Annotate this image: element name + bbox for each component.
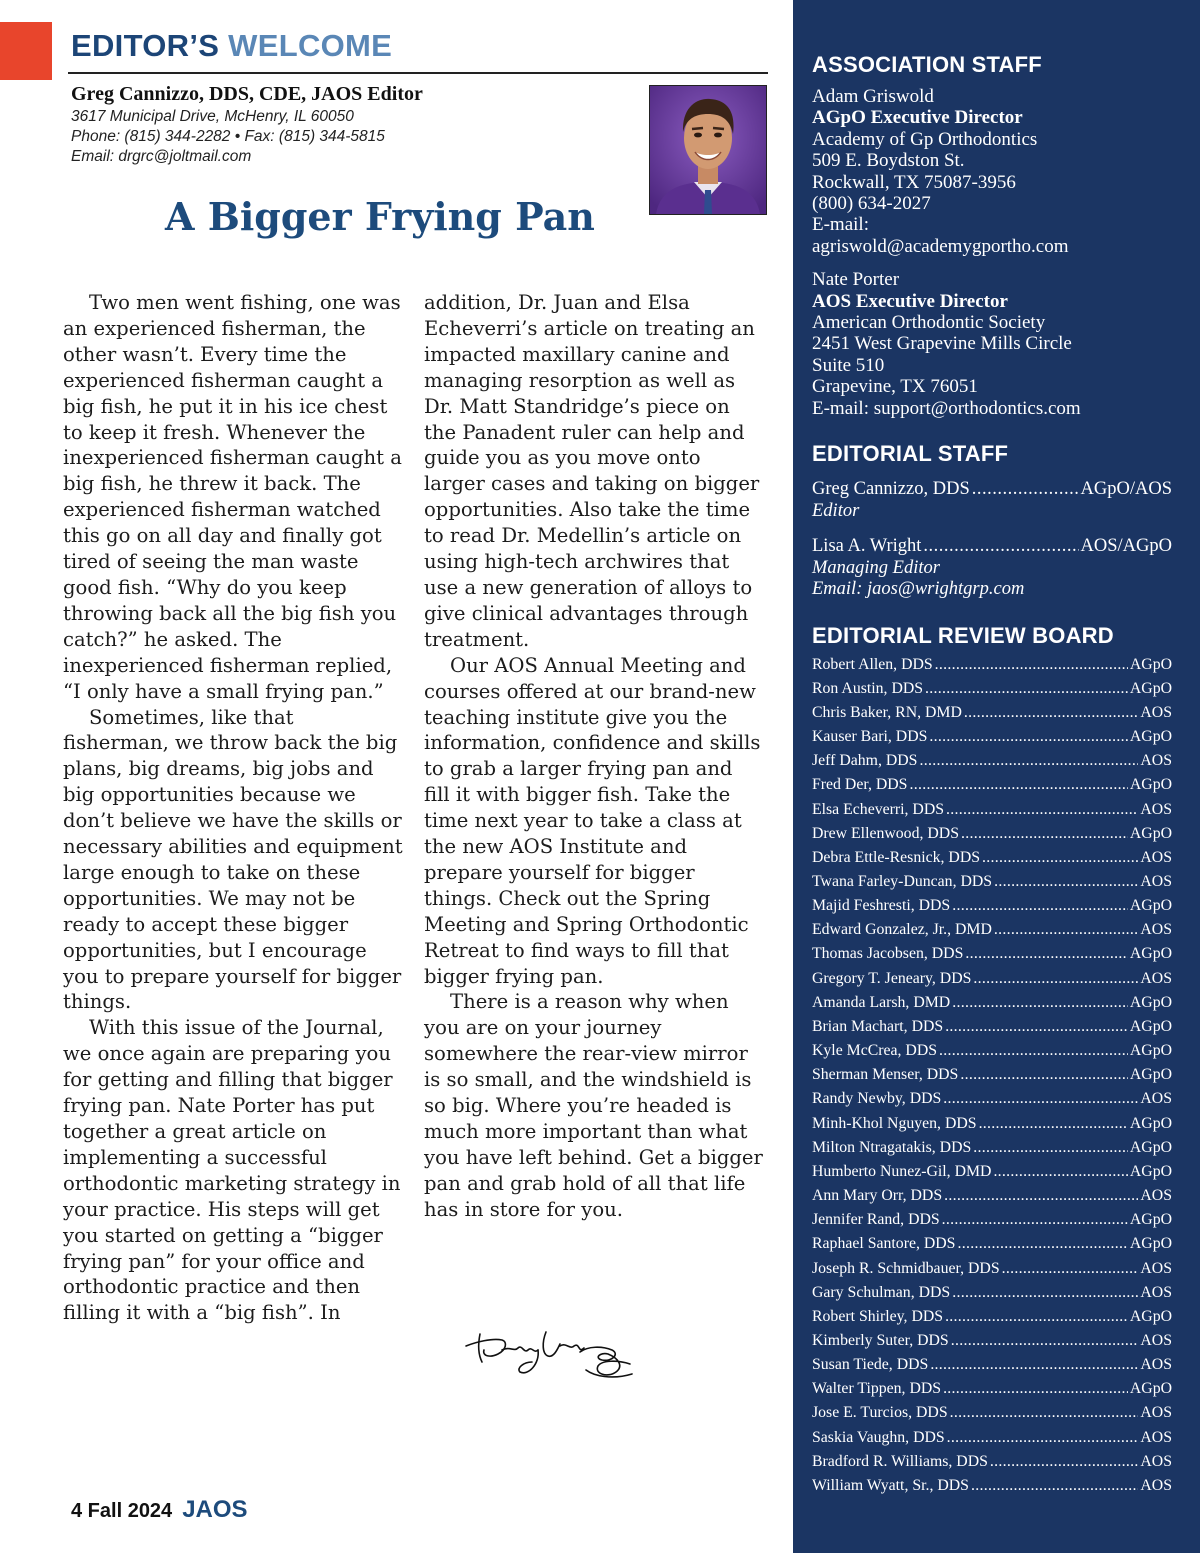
board-member-org: AOS xyxy=(1140,1259,1172,1277)
board-member-org: AGpO xyxy=(1129,1307,1172,1325)
dot-leader xyxy=(950,1401,1139,1425)
board-member-name: Robert Shirley, DDS xyxy=(812,1307,944,1325)
board-member-row xyxy=(812,653,1172,677)
dot-leader xyxy=(909,773,1127,797)
board-member-name: Susan Tiede, DDS xyxy=(812,1356,929,1374)
board-member-name: Drew Ellenwood, DDS xyxy=(812,824,959,842)
board-member-name: Sherman Menser, DDS xyxy=(812,1066,959,1084)
paragraph: Our AOS Annual Meeting and courses offered at our brand-new teaching institute give you the information, confidence and skills to grab a larger frying pan and fill it with bigger fish. Take the time next year to take a class at the new AOS Institute and prepare yourself for bigger things. Check out the Spring Meeting and Spring Orthodontic Retreat to find ways to fill that bigger frying pan. xyxy=(424,653,761,988)
board-member-name: Brian Machart, DDS xyxy=(812,1017,944,1035)
dot-leader xyxy=(957,1232,1127,1256)
board-member-name: Kauser Bari, DDS xyxy=(812,728,928,746)
dot-leader xyxy=(951,1329,1139,1353)
board-member-row xyxy=(812,846,1172,870)
dot-leader xyxy=(945,1015,1128,1039)
contact-email: E-mail: support@orthodontics.com xyxy=(812,397,1081,419)
contact-name: Nate Porter xyxy=(812,269,900,291)
dot-leader xyxy=(919,749,1138,773)
board-member-org: AOS xyxy=(1140,1356,1172,1374)
contact-line: (800) 634-2027 xyxy=(812,193,931,215)
board-member-org: AGpO xyxy=(1129,1042,1172,1060)
board-member-name: Edward Gonzalez, Jr., DMD xyxy=(812,921,992,939)
board-member-row xyxy=(812,918,1172,942)
board-member-row xyxy=(812,1377,1172,1401)
contact-block xyxy=(812,269,1172,419)
board-member-name: Elsa Echeverri, DDS xyxy=(812,800,945,818)
board-member-org: AGpO xyxy=(1129,945,1172,963)
board-member-row xyxy=(812,749,1172,773)
heading-rule xyxy=(68,72,768,74)
board-member-row xyxy=(812,725,1172,749)
board-member-row xyxy=(812,1329,1172,1353)
contact-title: AGpO Executive Director xyxy=(812,107,1023,129)
board-member-name: Chris Baker, RN, DMD xyxy=(812,703,962,721)
board-member-org: AOS xyxy=(1140,1283,1172,1301)
contact-title: AOS Executive Director xyxy=(812,290,1008,312)
board-member-row xyxy=(812,1401,1172,1425)
editorial-staff-entry xyxy=(812,536,1172,601)
paragraph: Two men went fishing, one was an experienced fisherman, the other wasn’t. Every time the experienced fisherman caught a big fish, he put it in his ice chest to keep it fresh. Whenever the inexperienced fisherman caught a big fish, he threw it back. The experienced fisherman watched this go on all day and finally got tired of seeing the man waste good fish. “Why do you keep throwing back all the big fish you catch?” he asked. The inexperienced fisherman replied, “I only have a small frying pan.” xyxy=(63,291,402,703)
board-member-name: Jennifer Rand, DDS xyxy=(812,1211,940,1229)
board-member-row xyxy=(812,677,1172,701)
dot-leader xyxy=(961,822,1128,846)
board-member-name: Jeff Dahm, DDS xyxy=(812,752,918,770)
board-member-org: AGpO xyxy=(1129,776,1172,794)
board-member-name: Joseph R. Schmidbauer, DDS xyxy=(812,1259,1000,1277)
paragraph: addition, Dr. Juan and Elsa Echeverri’s article on treating an impacted maxillary canine and managing resorption as well as Dr. Matt Standridge’s piece on the Panadent ruler can help and guide you as you move onto larger cases and taking on bigger opportunities. Also take the time to read Dr. Medellin’s article on using high-tech archwires that use a new generation of alloys to give clinical advantages through treatment. xyxy=(424,291,760,651)
dot-leader xyxy=(994,918,1139,942)
board-member-org: AOS xyxy=(1140,1090,1172,1108)
board-member-row xyxy=(812,1087,1172,1111)
staff-row xyxy=(812,536,1172,558)
dot-leader xyxy=(942,1208,1128,1232)
board-member-row xyxy=(812,798,1172,822)
board-member-name: Amanda Larsh, DMD xyxy=(812,993,951,1011)
board-member-org: AOS xyxy=(1140,969,1172,987)
section-heading: EDITOR’S WELCOME xyxy=(71,28,393,63)
board-member-org: AGpO xyxy=(1129,728,1172,746)
review-board-heading: EDITORIAL REVIEW BOARD xyxy=(812,622,1114,648)
board-member-org: AOS xyxy=(1140,752,1172,770)
board-member-row xyxy=(812,1353,1172,1377)
dot-leader xyxy=(960,1063,1128,1087)
dot-leader xyxy=(964,701,1139,725)
board-member-row xyxy=(812,870,1172,894)
board-member-name: William Wyatt, Sr., DDS xyxy=(812,1476,969,1494)
contact-line: E-mail: xyxy=(812,214,869,236)
board-member-org: AGpO xyxy=(1129,993,1172,1011)
board-member-row xyxy=(812,991,1172,1015)
staff-email: Email: jaos@wrightgrp.com xyxy=(812,579,1025,600)
dot-leader xyxy=(990,1450,1138,1474)
page-footer xyxy=(71,1496,248,1524)
board-member-org: AOS xyxy=(1140,1187,1172,1205)
board-member-org: AOS xyxy=(1140,848,1172,866)
dot-leader xyxy=(952,1281,1138,1305)
association-staff-heading: ASSOCIATION STAFF xyxy=(812,52,1042,77)
board-member-row xyxy=(812,1305,1172,1329)
dot-leader xyxy=(925,677,1128,701)
board-member-name: Majid Feshresti, DDS xyxy=(812,897,951,915)
board-member-name: Randy Newby, DDS xyxy=(812,1090,942,1108)
dot-leader xyxy=(943,1377,1128,1401)
board-member-org: AGpO xyxy=(1129,1235,1172,1253)
staff-role: Managing Editor xyxy=(812,557,940,578)
board-member-org: AOS xyxy=(1140,921,1172,939)
staff-name: Lisa A. Wright xyxy=(812,536,922,557)
board-member-name: Kimberly Suter, DDS xyxy=(812,1331,949,1349)
staff-role: Editor xyxy=(812,500,860,521)
board-member-name: Gary Schulman, DDS xyxy=(812,1283,951,1301)
board-member-org: AOS xyxy=(1140,1428,1172,1446)
dot-leader xyxy=(923,536,1078,558)
dot-leader xyxy=(939,1039,1128,1063)
dot-leader xyxy=(947,1426,1139,1450)
board-member-row xyxy=(812,1208,1172,1232)
staff-org: AGpO/AOS xyxy=(1080,479,1172,500)
board-member-name: Raphael Santore, DDS xyxy=(812,1235,956,1253)
board-member-org: AOS xyxy=(1140,800,1172,818)
board-member-name: Walter Tippen, DDS xyxy=(812,1380,942,1398)
page-number-issue: 4 Fall 2024 xyxy=(71,1500,173,1522)
board-member-org: AGpO xyxy=(1129,1380,1172,1398)
board-member-name: Twana Farley-Duncan, DDS xyxy=(812,873,993,890)
contact-line: Rockwall, TX 75087-3956 xyxy=(812,171,1016,193)
contact-email: agriswold@academygportho.com xyxy=(812,235,1069,257)
dot-leader xyxy=(929,725,1127,749)
dot-leader xyxy=(1002,1257,1139,1281)
board-member-org: AOS xyxy=(1140,703,1172,721)
board-member-org: AGpO xyxy=(1129,897,1172,915)
masthead-sidebar xyxy=(793,0,1200,1553)
board-member-row xyxy=(812,1039,1172,1063)
contact-block xyxy=(812,86,1172,257)
contact-line: 509 E. Boydston St. xyxy=(812,150,965,172)
dot-leader xyxy=(944,1184,1138,1208)
dot-leader xyxy=(972,479,1079,501)
board-member-name: Saskia Vaughn, DDS xyxy=(812,1428,945,1446)
board-member-org: AOS xyxy=(1140,1331,1172,1349)
board-member-row xyxy=(812,822,1172,846)
board-member-name: Milton Ntragatakis, DDS xyxy=(812,1138,972,1156)
dot-leader xyxy=(946,798,1138,822)
editorial-staff-heading: EDITORIAL STAFF xyxy=(812,441,1009,467)
board-member-row xyxy=(812,1281,1172,1305)
dot-leader xyxy=(935,653,1128,677)
dot-leader xyxy=(971,1474,1138,1498)
board-member-name: Bradford R. Williams, DDS xyxy=(812,1452,988,1470)
board-member-row xyxy=(812,894,1172,918)
contact-line: Grapevine, TX 76051 xyxy=(812,376,978,398)
editor-signature xyxy=(462,1320,638,1386)
board-member-org: AGpO xyxy=(1129,1066,1172,1084)
board-member-row xyxy=(812,1257,1172,1281)
board-member-org: AGpO xyxy=(1129,1211,1172,1229)
article-title: A Bigger Frying Pan xyxy=(165,194,595,239)
board-member-name: Minh-Khol Nguyen, DDS xyxy=(812,1114,977,1132)
board-member-name: Fred Der, DDS xyxy=(812,776,908,794)
board-member-name: Thomas Jacobsen, DDS xyxy=(812,945,964,963)
dot-leader xyxy=(965,942,1128,966)
article-column-right xyxy=(424,290,764,1223)
board-member-name: Debra Ettle-Resnick, DDS xyxy=(812,848,981,866)
board-member-row xyxy=(812,1184,1172,1208)
board-member-org: AGpO xyxy=(1129,824,1172,842)
board-member-name: Humberto Nunez-Gil, DMD xyxy=(812,1162,992,1180)
board-member-row xyxy=(812,1112,1172,1136)
board-member-name: Gregory T. Jeneary, DDS xyxy=(812,969,972,987)
dot-leader xyxy=(994,870,1138,894)
board-member-row xyxy=(812,1450,1172,1474)
board-member-name: Ann Mary Orr, DDS xyxy=(812,1187,943,1205)
author-block xyxy=(71,82,641,167)
board-member-name: Kyle McCrea, DDS xyxy=(812,1042,938,1060)
contact-line: American Orthodontic Society xyxy=(812,312,1046,334)
author-email: Email: drgrc@joltmail.com xyxy=(71,148,252,165)
paragraph: There is a reason why when you are on your journey somewhere the rear-view mirror is so small, and the windshield is so big. Where you’re headed is much more important than what you have left behind. Get a bigger pan and grab hold of all that life has in store for you. xyxy=(424,990,763,1221)
staff-name: Greg Cannizzo, DDS xyxy=(812,479,970,500)
board-member-row xyxy=(812,701,1172,725)
board-member-row xyxy=(812,773,1172,797)
board-member-row xyxy=(812,967,1172,991)
review-board-list xyxy=(812,653,1172,1498)
section-color-tab xyxy=(0,22,52,80)
contact-line: Suite 510 xyxy=(812,354,885,376)
dot-leader xyxy=(952,894,1128,918)
board-member-org: AOS xyxy=(1140,873,1172,890)
dot-leader xyxy=(993,1160,1127,1184)
board-member-row xyxy=(812,942,1172,966)
board-member-row xyxy=(812,1160,1172,1184)
dot-leader xyxy=(982,846,1138,870)
magazine-name: JAOS xyxy=(182,1496,248,1523)
board-member-row xyxy=(812,1232,1172,1256)
board-member-org: AGpO xyxy=(1129,1162,1172,1180)
paragraph: With this issue of the Journal, we once again are preparing you for getting and filling that bigger frying pan. Nate Porter has put together a great article on implementing a successful orthodontic marketing strategy in your practice. His steps will get you started on getting a “bigger frying pan” for your office and orthodontic practice and then filling it with a “big fish”. In xyxy=(63,1016,401,1325)
staff-row xyxy=(812,479,1172,501)
dot-leader xyxy=(979,1112,1128,1136)
board-member-row xyxy=(812,1015,1172,1039)
contact-line: 2451 West Grapevine Mills Circle xyxy=(812,333,1072,355)
staff-org: AOS/AGpO xyxy=(1080,536,1172,557)
contact-line: Academy of Gp Orthodontics xyxy=(812,128,1038,150)
dot-leader xyxy=(952,991,1128,1015)
board-member-row xyxy=(812,1426,1172,1450)
dot-leader xyxy=(973,1136,1128,1160)
author-phone-fax: Phone: (815) 344-2282 • Fax: (815) 344-5815 xyxy=(71,128,385,145)
board-member-org: AOS xyxy=(1140,1404,1172,1422)
board-member-org: AGpO xyxy=(1129,1138,1172,1156)
board-member-org: AGpO xyxy=(1129,1114,1172,1132)
author-name: Greg Cannizzo, DDS, CDE, JAOS Editor xyxy=(71,83,423,105)
editorial-staff-entry xyxy=(812,479,1172,522)
paragraph: Sometimes, like that fisherman, we throw back the big plans, big dreams, big jobs and big opportunities because we don’t believe we have the skills or necessary abilities and equipment large enough to take on these opportunities. We may not be ready to accept these bigger opportunities, but I encourage you to prepare yourself for bigger things. xyxy=(63,705,403,1014)
dot-leader xyxy=(945,1305,1128,1329)
editor-portrait-photo xyxy=(649,85,767,215)
board-member-name: Ron Austin, DDS xyxy=(812,679,924,697)
board-member-org: AGpO xyxy=(1129,655,1172,673)
board-member-org: AGpO xyxy=(1129,1017,1172,1035)
board-member-org: AOS xyxy=(1140,1476,1172,1494)
board-member-row xyxy=(812,1063,1172,1087)
dot-leader xyxy=(943,1087,1138,1111)
contact-name: Adam Griswold xyxy=(812,86,934,107)
author-address: 3617 Municipal Drive, McHenry, IL 60050 xyxy=(71,108,354,125)
board-member-row xyxy=(812,1474,1172,1498)
masthead-content xyxy=(812,52,1172,1498)
board-member-row xyxy=(812,1136,1172,1160)
dot-leader xyxy=(930,1353,1138,1377)
board-member-name: Robert Allen, DDS xyxy=(812,655,933,673)
article-column-left xyxy=(63,290,403,1326)
board-member-org: AGpO xyxy=(1129,679,1172,697)
board-member-name: Jose E. Turcios, DDS xyxy=(812,1404,948,1422)
dot-leader xyxy=(973,967,1138,991)
board-member-org: AOS xyxy=(1140,1452,1172,1470)
